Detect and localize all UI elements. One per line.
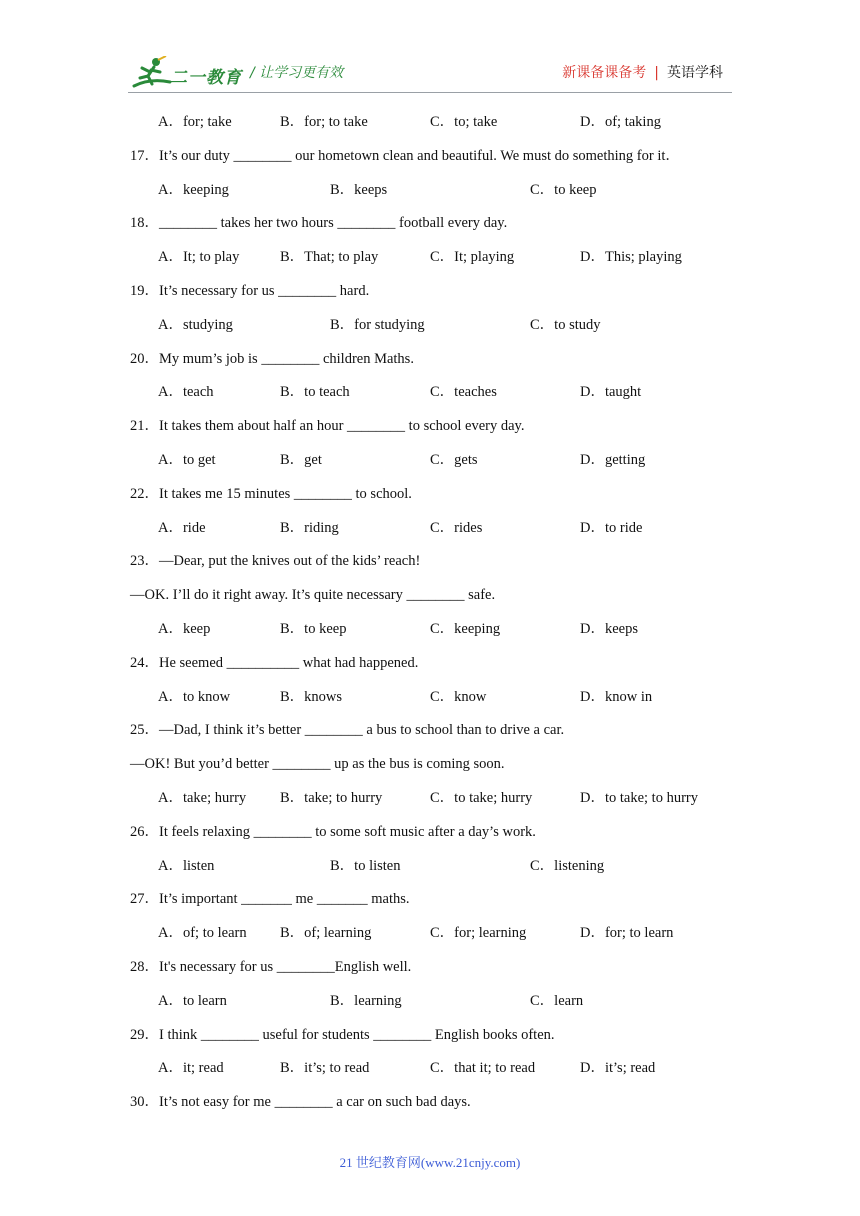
question-stem: 21．It takes them about half an hour ________ to school every day. [130,418,525,434]
question-stem: 18．________ takes her two hours ________ football every day. [130,215,508,231]
question-stem: 19．It’s necessary for us ________ hard. [130,283,370,299]
option-c: C．for; learning [430,925,527,941]
option-c: C．to take; hurry [430,790,533,806]
option-d: D．This; playing [580,249,682,265]
question-stem: 29．I think ________ useful for students ________ English books often. [130,1027,555,1043]
option-a: A．ride [158,520,206,536]
option-c: C．keeping [430,621,501,637]
option-b: B．for studying [330,317,425,333]
option-a: A．keep [158,621,211,637]
option-b: B．riding [280,520,339,536]
option-c: C．to keep [530,182,597,198]
option-a: A．for; take [158,114,232,130]
option-b: B．it’s; to read [280,1060,370,1076]
exam-tag: 新课备课备考 [562,65,647,81]
options-row [0,448,860,472]
option-b: B．to listen [330,858,401,874]
option-b: B．of; learning [280,925,372,941]
option-d: D．know in [580,689,653,705]
page-header [0,0,860,100]
question-stem: 17．It’s our duty ________ our hometown clean and beautiful. We must do something for it． [130,148,680,164]
option-d: D．of; taking [580,114,661,130]
option-d: D．to ride [580,520,643,536]
option-d: D．to take; to hurry [580,790,698,806]
option-a: A．take; hurry [158,790,247,806]
options-row [0,617,860,641]
options-row [0,989,860,1013]
slogan: / 让学习更有效 [250,65,344,81]
option-d: D．keeps [580,621,638,637]
question-stem: 22．It takes me 15 minutes ________ to school. [130,486,412,502]
option-c: C．teaches [430,384,497,400]
dialog-line: —OK. I’ll do it right away. It’s quite necessary ________ safe. [130,587,496,603]
option-d: D．for; to learn [580,925,674,941]
question-stem: 24．He seemed __________ what had happened. [130,655,419,671]
options-row [0,854,860,878]
options-row [0,921,860,945]
option-c: C．rides [430,520,483,536]
question-stem: 23．—Dear, put the knives out of the kids’ reach! [130,553,421,569]
question-stem: 20．My mum’s job is ________ children Maths. [130,351,414,367]
option-a: A．to learn [158,993,227,1009]
question-stem: 30．It’s not easy for me ________ a car on such bad days. [130,1094,471,1110]
header-tags [562,62,723,82]
option-b: B．That; to play [280,249,379,265]
option-c: C．know [430,689,487,705]
question-stem: 28．It's necessary for us ________English well. [130,959,412,975]
options-row [0,516,860,540]
option-c: C．gets [430,452,478,468]
page-footer: 21 世纪教育网(www.21cnjy.com) [339,1155,521,1170]
option-a: A．listen [158,858,215,874]
subject-tag: 英语学科 [667,65,723,81]
option-c: C．that it; to read [430,1060,536,1076]
option-a: A．It; to play [158,249,240,265]
option-b: B．get [280,452,322,468]
option-a: A．keeping [158,182,229,198]
option-d: D．getting [580,452,646,468]
options-row [0,1056,860,1080]
option-a: A．to know [158,689,231,705]
option-a: A．it; read [158,1060,224,1076]
option-c: C．It; playing [430,249,515,265]
option-b: B．take; to hurry [280,790,383,806]
option-c: C．learn [530,993,584,1009]
dialog-line: —OK! But you’d better ________ up as the bus is coming soon. [130,756,505,772]
question-stem: 26．It feels relaxing ________ to some soft music after a day’s work. [130,824,536,840]
option-c: C．to; take [430,114,498,130]
header-divider [128,92,732,93]
option-c: C．to study [530,317,601,333]
options-row [0,245,860,269]
option-a: A．of; to learn [158,925,247,941]
options-row [0,178,860,202]
option-b: B．knows [280,689,343,705]
tag-separator: | [654,65,659,81]
options-row [0,110,860,134]
option-b: B．learning [330,993,402,1009]
option-d: D．it’s; read [580,1060,656,1076]
option-b: B．to teach [280,384,350,400]
options-row [0,685,860,709]
question-stem: 27．It’s important _______ me _______ maths. [130,891,410,907]
option-a: A．teach [158,384,214,400]
option-b: B．to keep [280,621,347,637]
option-a: A．studying [158,317,233,333]
option-d: D．taught [580,384,642,400]
options-row [0,313,860,337]
options-row [0,380,860,404]
option-b: B．for; to take [280,114,368,130]
option-b: B．keeps [330,182,388,198]
option-c: C．listening [530,858,605,874]
option-a: A．to get [158,452,216,468]
options-row [0,786,860,810]
question-stem: 25．—Dad, I think it’s better ________ a bus to school than to drive a car. [130,722,565,738]
logo-text: 二一教育 [170,68,242,88]
